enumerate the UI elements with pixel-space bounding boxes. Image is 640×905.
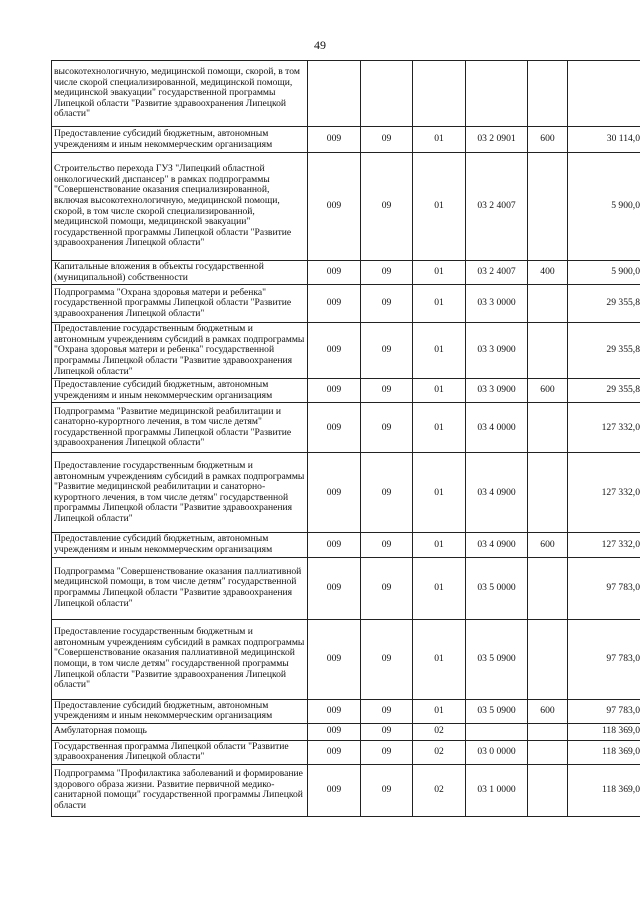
row-name-cell: Предоставление субсидий бюджетным, автономным учреждениям и иным некоммерческим организациям <box>52 127 308 153</box>
amount-cell: 127 332,0 <box>568 453 640 533</box>
row-name-cell: Подпрограмма "Совершенствование оказания паллиативной медицинской помощи, в том числе детям" государственной программы Липецкой области "Развитие здравоохранения Липецкой области" <box>52 557 308 619</box>
subsection-code-cell: 02 <box>413 740 466 764</box>
ministry-code-cell: 009 <box>308 285 361 323</box>
row-name-cell: Предоставление государственным бюджетным и автономным учреждениям субсидий в рамках подпрограммы "Развитие медицинской реабилитации и санаторно-курортного лечения, в том числе детям" государственной программы Липецкой области "Развитие здравоохранения Липецкой области" <box>52 453 308 533</box>
ministry-code-cell: 009 <box>308 619 361 699</box>
table-row <box>52 127 640 153</box>
subsection-code-cell: 01 <box>413 619 466 699</box>
target-article-cell: 03 0 0000 <box>466 740 528 764</box>
ministry-code-cell: 009 <box>308 557 361 619</box>
ministry-code-cell: 009 <box>308 127 361 153</box>
ministry-code-cell: 009 <box>308 261 361 285</box>
section-code-cell: 09 <box>361 740 413 764</box>
section-code-cell: 09 <box>361 453 413 533</box>
amount-cell: 29 355,8 <box>568 323 640 379</box>
row-name-cell: Подпрограмма "Профилактика заболеваний и формирование здорового образа жизни. Развитие первичной медико-санитарной помощи" государственной программы Липецкой области <box>52 764 308 816</box>
section-code-cell: 09 <box>361 153 413 261</box>
table-row <box>52 764 640 816</box>
table-row <box>52 723 640 740</box>
amount-cell: 127 332,0 <box>568 403 640 453</box>
amount-cell: 5 900,0 <box>568 153 640 261</box>
expense-type-cell <box>528 723 568 740</box>
ministry-code-cell: 009 <box>308 764 361 816</box>
section-code-cell: 09 <box>361 764 413 816</box>
row-name-cell: Государственная программа Липецкой области "Развитие здравоохранения Липецкой области" <box>52 740 308 764</box>
ministry-code-cell: 009 <box>308 533 361 557</box>
subsection-code-cell: 01 <box>413 557 466 619</box>
row-name-cell: Подпрограмма "Развитие медицинской реабилитации и санаторно-курортного лечения, в том числе детям" государственной программы Липецкой области "Развитие здравоохранения Липецкой области" <box>52 403 308 453</box>
section-code-cell: 09 <box>361 723 413 740</box>
section-code-cell: 09 <box>361 533 413 557</box>
target-article-cell: 03 2 4007 <box>466 153 528 261</box>
row-name-cell: Предоставление субсидий бюджетным, автономным учреждениям и иным некоммерческим организациям <box>52 533 308 557</box>
target-article-cell: 03 3 0000 <box>466 285 528 323</box>
table-row <box>52 453 640 533</box>
amount-cell: 127 332,0 <box>568 533 640 557</box>
expense-type-cell: 600 <box>528 533 568 557</box>
amount-cell: 97 783,0 <box>568 619 640 699</box>
section-code-cell: 09 <box>361 379 413 403</box>
ministry-code-cell: 009 <box>308 453 361 533</box>
row-name-cell: Амбулаторная помощь <box>52 723 308 740</box>
amount-cell: 118 369,0 <box>568 740 640 764</box>
subsection-code-cell: 01 <box>413 153 466 261</box>
table-row <box>52 323 640 379</box>
ministry-code-cell: 009 <box>308 153 361 261</box>
section-code-cell: 09 <box>361 127 413 153</box>
row-name-cell: Предоставление субсидий бюджетным, автономным учреждениям и иным некоммерческим организациям <box>52 699 308 723</box>
expense-type-cell <box>528 153 568 261</box>
ministry-code-cell: 009 <box>308 723 361 740</box>
table-row <box>52 153 640 261</box>
target-article-cell: 03 4 0900 <box>466 533 528 557</box>
subsection-code-cell: 01 <box>413 699 466 723</box>
subsection-code-cell <box>413 61 466 127</box>
expense-type-cell: 400 <box>528 261 568 285</box>
row-name-cell: Подпрограмма "Охрана здоровья матери и ребенка" государственной программы Липецкой области "Развитие здравоохранения Липецкой области" <box>52 285 308 323</box>
target-article-cell: 03 3 0900 <box>466 323 528 379</box>
amount-cell: 97 783,0 <box>568 557 640 619</box>
subsection-code-cell: 02 <box>413 723 466 740</box>
page-number: 49 <box>314 38 326 52</box>
subsection-code-cell: 01 <box>413 379 466 403</box>
expense-type-cell <box>528 740 568 764</box>
target-article-cell: 03 2 0901 <box>466 127 528 153</box>
table-row <box>52 557 640 619</box>
expense-type-cell <box>528 285 568 323</box>
target-article-cell: 03 2 4007 <box>466 261 528 285</box>
table-row <box>52 285 640 323</box>
ministry-code-cell: 009 <box>308 403 361 453</box>
subsection-code-cell: 01 <box>413 285 466 323</box>
ministry-code-cell: 009 <box>308 740 361 764</box>
target-article-cell <box>466 723 528 740</box>
table-row <box>52 699 640 723</box>
table-row <box>52 403 640 453</box>
ministry-code-cell: 009 <box>308 323 361 379</box>
section-code-cell <box>361 61 413 127</box>
row-name-cell: Строительство перехода ГУЗ "Липецкий областной онкологический диспансер" в рамках подпрограммы "Совершенствование оказания специализированной, включая высокотехнологичную, медицинской помощи, скорой, в том числе скорой специализированной, медицинской помощи, медицинской эвакуации" государственной программы Липецкой области "Развитие здравоохранения Липецкой области" <box>52 153 308 261</box>
target-article-cell: 03 4 0000 <box>466 403 528 453</box>
amount-cell: 97 783,0 <box>568 699 640 723</box>
section-code-cell: 09 <box>361 403 413 453</box>
target-article-cell: 03 3 0900 <box>466 379 528 403</box>
expense-type-cell: 600 <box>528 127 568 153</box>
expense-type-cell <box>528 557 568 619</box>
target-article-cell: 03 1 0000 <box>466 764 528 816</box>
subsection-code-cell: 01 <box>413 403 466 453</box>
table-row <box>52 379 640 403</box>
target-article-cell: 03 5 0900 <box>466 699 528 723</box>
section-code-cell: 09 <box>361 285 413 323</box>
section-code-cell: 09 <box>361 261 413 285</box>
subsection-code-cell: 01 <box>413 261 466 285</box>
table-row <box>52 61 640 127</box>
table-row <box>52 533 640 557</box>
expense-type-cell <box>528 619 568 699</box>
subsection-code-cell: 01 <box>413 323 466 379</box>
target-article-cell: 03 4 0900 <box>466 453 528 533</box>
expense-type-cell: 600 <box>528 699 568 723</box>
section-code-cell: 09 <box>361 323 413 379</box>
ministry-code-cell <box>308 61 361 127</box>
target-article-cell: 03 5 0000 <box>466 557 528 619</box>
expense-type-cell: 600 <box>528 379 568 403</box>
subsection-code-cell: 01 <box>413 453 466 533</box>
ministry-code-cell: 009 <box>308 379 361 403</box>
row-name-cell: высокотехнологичную, медицинской помощи, скорой, в том числе скорой специализированной, медицинской помощи, медицинской эвакуации" государственной программы Липецкой области "Развитие здравоохранения Липецкой области" <box>52 61 308 127</box>
expense-type-cell <box>528 453 568 533</box>
row-name-cell: Предоставление государственным бюджетным и автономным учреждениям субсидий в рамках подпрограммы "Охрана здоровья матери и ребенка" государственной программы Липецкой области "Развитие здравоохранения Липецкой области" <box>52 323 308 379</box>
budget-table <box>51 60 640 817</box>
amount-cell <box>568 61 640 127</box>
expense-type-cell <box>528 61 568 127</box>
subsection-code-cell: 01 <box>413 127 466 153</box>
section-code-cell: 09 <box>361 699 413 723</box>
expense-type-cell <box>528 403 568 453</box>
expense-type-cell <box>528 323 568 379</box>
amount-cell: 118 369,0 <box>568 723 640 740</box>
target-article-cell <box>466 61 528 127</box>
amount-cell: 5 900,0 <box>568 261 640 285</box>
ministry-code-cell: 009 <box>308 699 361 723</box>
subsection-code-cell: 02 <box>413 764 466 816</box>
section-code-cell: 09 <box>361 557 413 619</box>
subsection-code-cell: 01 <box>413 533 466 557</box>
row-name-cell: Предоставление субсидий бюджетным, автономным учреждениям и иным некоммерческим организациям <box>52 379 308 403</box>
table-row <box>52 261 640 285</box>
table-row <box>52 619 640 699</box>
amount-cell: 29 355,8 <box>568 379 640 403</box>
amount-cell: 30 114,0 <box>568 127 640 153</box>
expense-type-cell <box>528 764 568 816</box>
amount-cell: 118 369,0 <box>568 764 640 816</box>
target-article-cell: 03 5 0900 <box>466 619 528 699</box>
amount-cell: 29 355,8 <box>568 285 640 323</box>
row-name-cell: Капитальные вложения в объекты государственной (муниципальной) собственности <box>52 261 308 285</box>
row-name-cell: Предоставление государственным бюджетным и автономным учреждениям субсидий в рамках подпрограммы "Совершенствование оказания паллиативной медицинской помощи, в том числе детям" государственной программы Липецкой области "Развитие здравоохранения Липецкой области" <box>52 619 308 699</box>
table-row <box>52 740 640 764</box>
section-code-cell: 09 <box>361 619 413 699</box>
